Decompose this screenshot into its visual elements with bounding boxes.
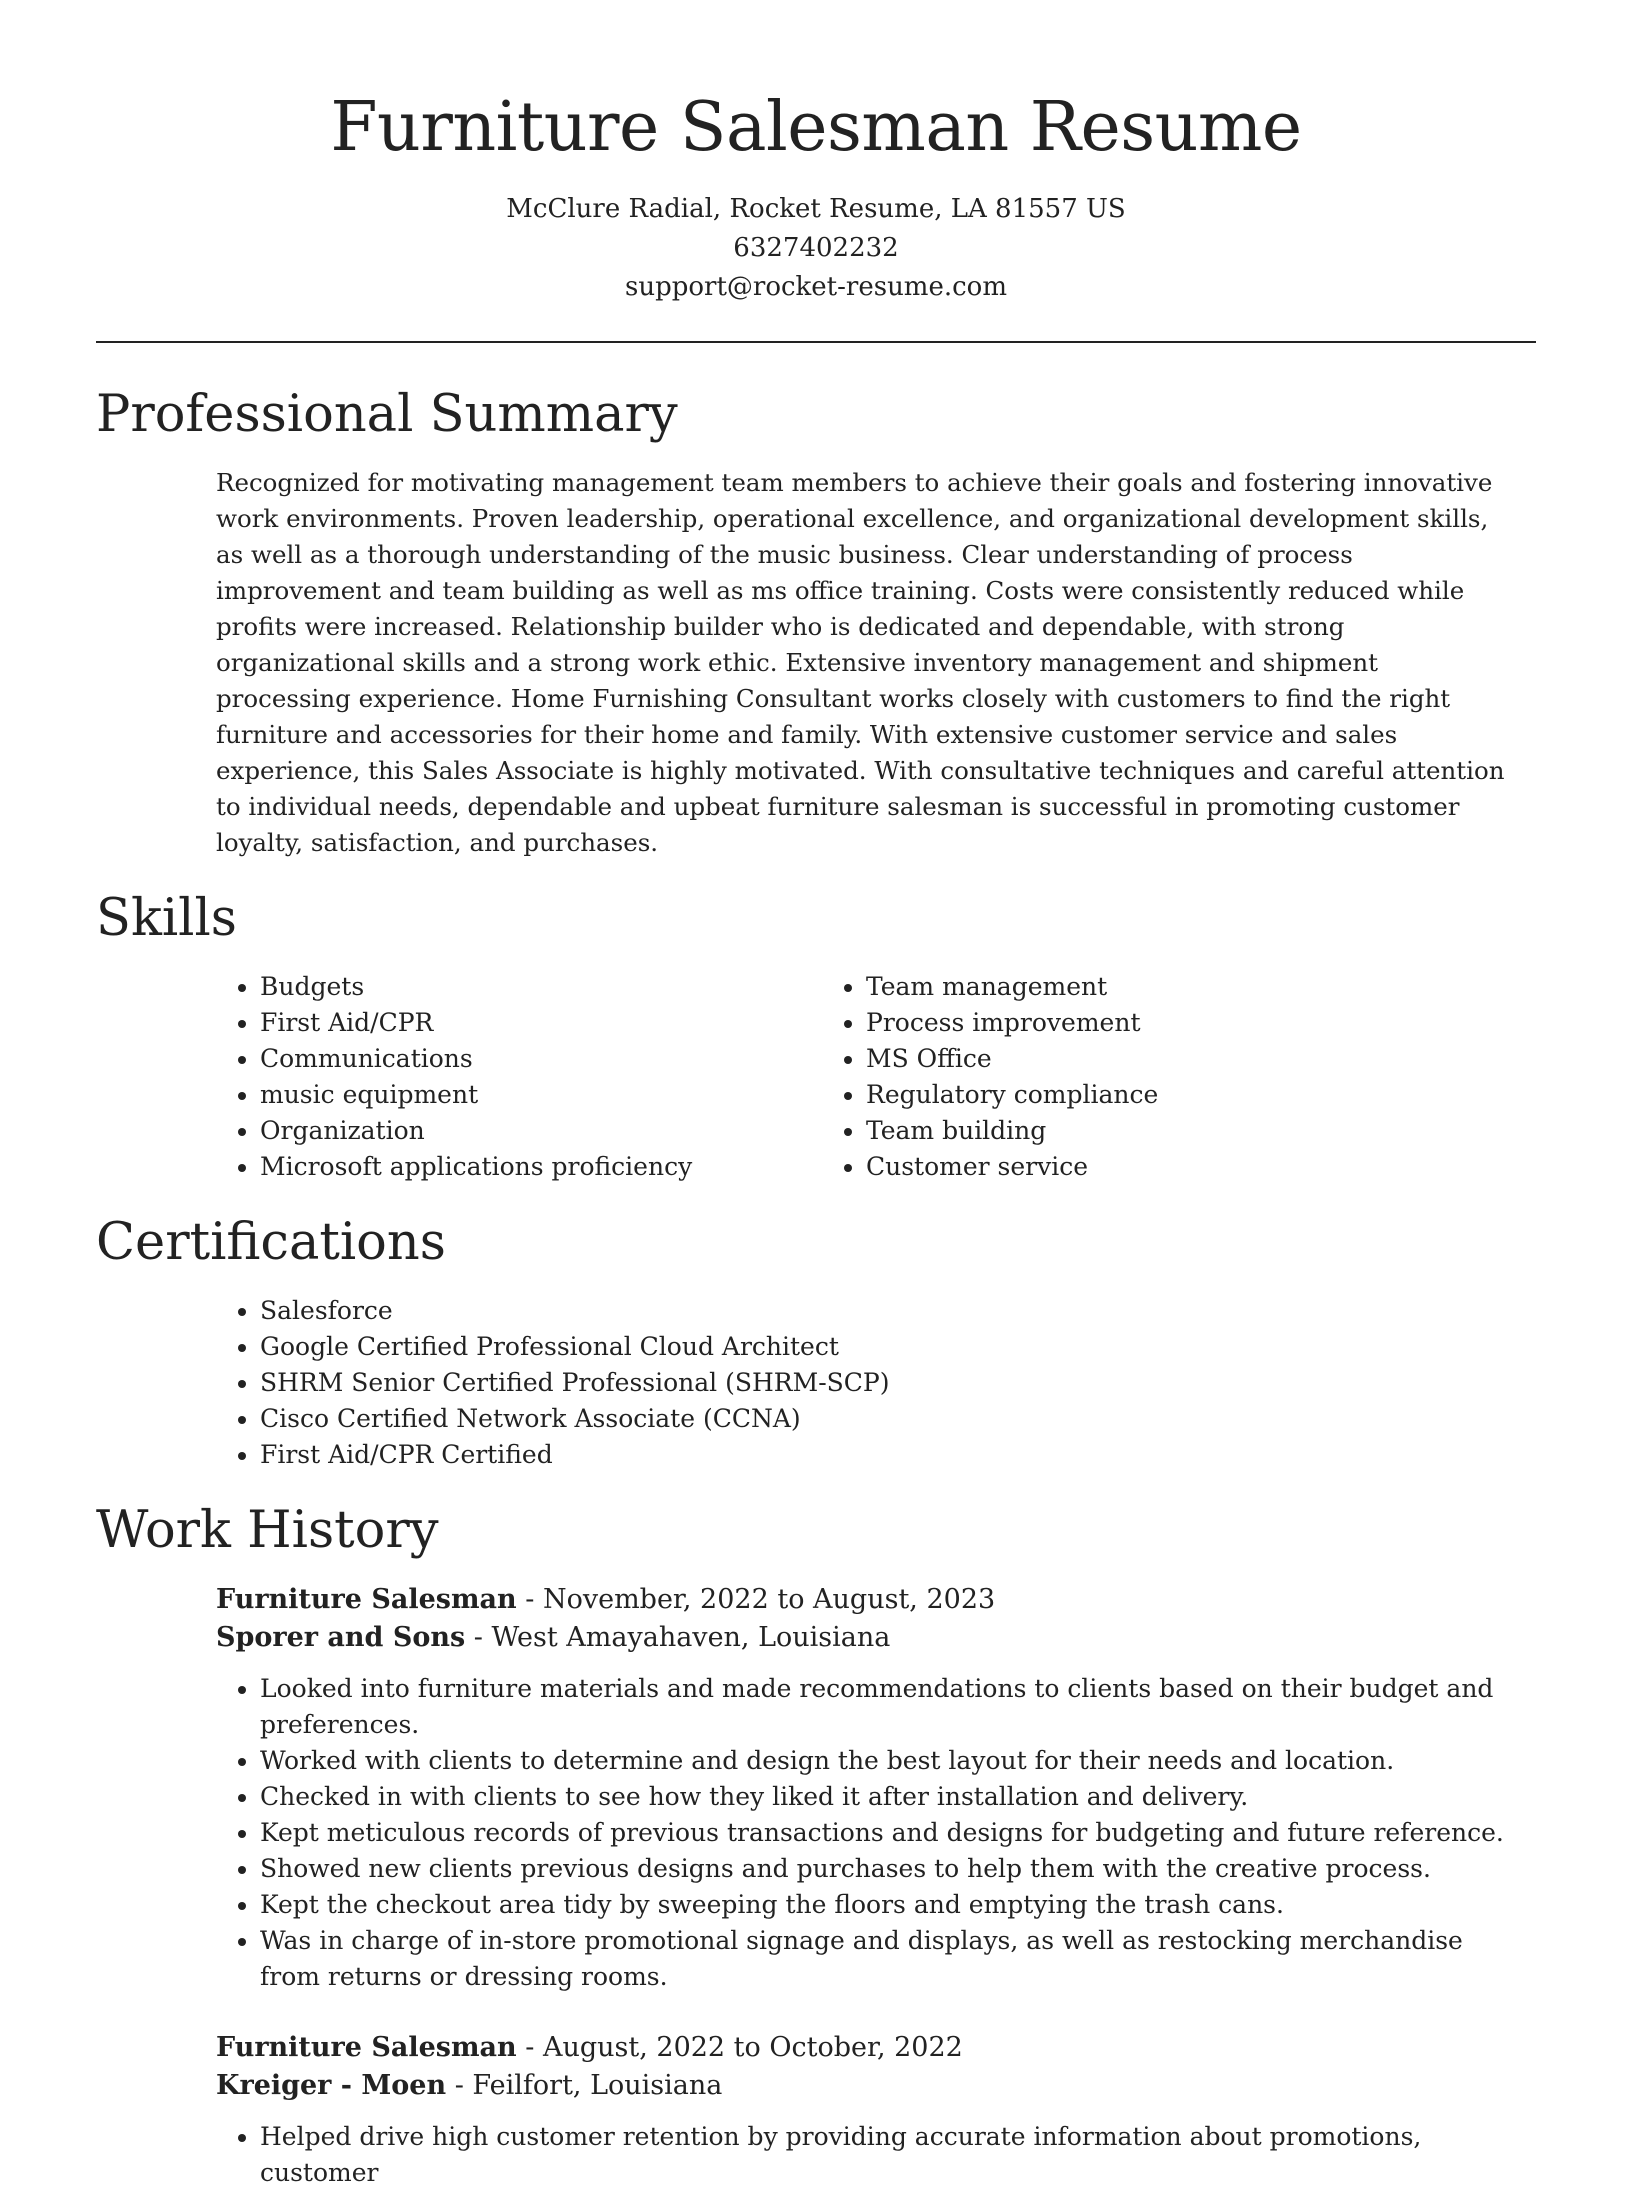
job-entry xyxy=(216,1581,1536,1995)
job-duty-item: • Checked in with clients to see how they liked it after installation and delivery. xyxy=(260,1779,1530,1815)
job-company: Sporer and Sons xyxy=(216,1622,466,1653)
job-role: Furniture Salesman xyxy=(216,2032,517,2063)
contact-phone: 6327402232 xyxy=(733,233,899,263)
certifications-section xyxy=(96,1211,1536,1473)
skills-heading: Skills xyxy=(96,889,237,948)
summary-text: Recognized for motivating management team members to achieve their goals and fostering innovative work environments. Proven leadership, operational excellence, and organizational development skills, as well as a thorough understanding of the music business. Clear understanding of process improvement and team building as well as ms office training. Costs were consistently reduced while profits were increased. Relationship builder who is dedicated and dependable, with strong organizational skills and a strong work ethic. Extensive inventory management and shipment processing experience. Home Furnishing Consultant works closely with customers to find the right furniture and accessories for their home and family. With extensive customer service and sales experience, this Sales Associate is highly motivated. With consultative techniques and careful attention to individual needs, dependable and upbeat furniture salesman is successful in promoting customer loyalty, satisfaction, and purchases. xyxy=(216,468,1505,857)
job-duty-item: • Worked with clients to determine and design the best layout for their needs and location. xyxy=(260,1743,1530,1779)
job-company-line xyxy=(216,2067,1536,2105)
certifications-list xyxy=(216,1293,1536,1473)
skill-item: • Microsoft applications proficiency xyxy=(260,1149,822,1185)
skill-item: • First Aid/CPR xyxy=(260,1005,822,1041)
job-title-line xyxy=(216,1581,1536,1619)
resume-header xyxy=(96,0,1536,307)
certification-item: • Salesforce xyxy=(260,1293,1536,1329)
contact-email: support@rocket-resume.com xyxy=(624,272,1007,302)
skills-section xyxy=(96,887,1536,1185)
certifications-heading: Certifications xyxy=(96,1213,446,1272)
skill-item: • Communications xyxy=(260,1041,822,1077)
summary-section xyxy=(96,383,1536,861)
job-title-line xyxy=(216,2029,1536,2067)
skill-item: • Process improvement xyxy=(866,1005,1428,1041)
work-history-heading: Work History xyxy=(96,1501,439,1560)
skill-item: • Customer service xyxy=(866,1149,1428,1185)
skill-item: • Team management xyxy=(866,969,1428,1005)
certification-item: • SHRM Senior Certified Professional (SHRM-SCP) xyxy=(260,1365,1536,1401)
skill-item: • MS Office xyxy=(866,1041,1428,1077)
contact-block xyxy=(96,190,1536,307)
contact-address: McClure Radial, Rocket Resume, LA 81557 US xyxy=(506,194,1126,224)
certification-item: • Cisco Certified Network Associate (CCNA) xyxy=(260,1401,1536,1437)
skill-item: • Team building xyxy=(866,1113,1428,1149)
job-duty-item: • Helped drive high customer retention by providing accurate information about promotions, customer xyxy=(260,2119,1530,2191)
skills-list-left xyxy=(216,969,822,1185)
skill-item: • music equipment xyxy=(260,1077,822,1113)
job-entry xyxy=(216,2029,1536,2191)
job-duty-item: • Showed new clients previous designs and purchases to help them with the creative process. xyxy=(260,1851,1530,1887)
skill-item: • Organization xyxy=(260,1113,822,1149)
skill-item: • Regulatory compliance xyxy=(866,1077,1428,1113)
skills-list-right xyxy=(822,969,1428,1185)
certification-item: • First Aid/CPR Certified xyxy=(260,1437,1536,1473)
job-company-line xyxy=(216,1619,1536,1657)
resume-title: Furniture Salesman Resume xyxy=(330,88,1302,167)
job-duty-item: • Was in charge of in-store promotional signage and displays, as well as restocking merchandise from returns or dressing rooms. xyxy=(260,1923,1530,1995)
job-role: Furniture Salesman xyxy=(216,1584,517,1615)
summary-heading: Professional Summary xyxy=(96,385,678,444)
job-duties-list xyxy=(216,1671,1530,1995)
job-duties-list xyxy=(216,2119,1530,2191)
job-company: Kreiger - Moen xyxy=(216,2070,447,2101)
job-location: - Feilfort, Louisiana xyxy=(446,2070,723,2101)
skill-item: • Budgets xyxy=(260,969,822,1005)
job-duty-item: • Kept meticulous records of previous transactions and designs for budgeting and future reference. xyxy=(260,1815,1530,1851)
job-duty-item: • Looked into furniture materials and made recommendations to clients based on their budget and preferences. xyxy=(260,1671,1530,1743)
header-divider xyxy=(96,341,1536,343)
job-location: - West Amayahaven, Louisiana xyxy=(465,1622,891,1653)
certification-item: • Google Certified Professional Cloud Architect xyxy=(260,1329,1536,1365)
job-duty-item: • Kept the checkout area tidy by sweeping the floors and emptying the trash cans. xyxy=(260,1887,1530,1923)
job-dates: - November, 2022 to August, 2023 xyxy=(516,1584,996,1615)
skills-grid xyxy=(216,969,1536,1185)
job-dates: - August, 2022 to October, 2022 xyxy=(516,2032,963,2063)
work-history-section xyxy=(96,1499,1536,2191)
